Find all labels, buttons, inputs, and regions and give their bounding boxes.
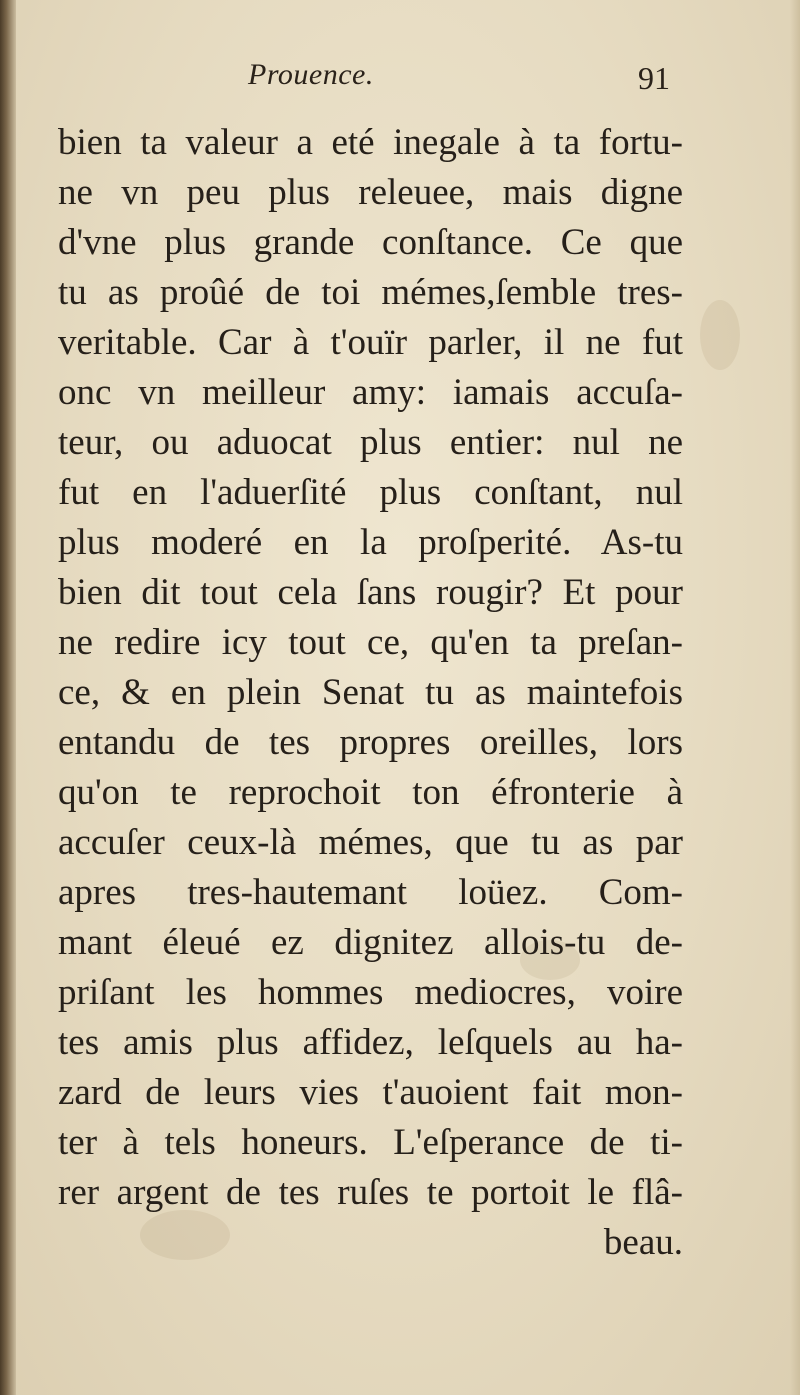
text-line: teur, ou aduocat plus entier: nul ne: [58, 422, 683, 463]
text-line: apres tres-hautemant loüez. Com-: [58, 872, 683, 913]
text-line: accuſer ceux-là mémes, que tu as par: [58, 822, 683, 863]
text-line: ter à tels honeurs. L'eſperance de ti-: [58, 1122, 683, 1163]
body-text: [58, 118, 683, 1268]
text-line: veritable. Car à t'ouïr parler, il ne fut: [58, 322, 683, 363]
text-line: zard de leurs vies t'auoient fait mon-: [58, 1072, 683, 1113]
text-line: bien ta valeur a eté inegale à ta fortu-: [58, 122, 683, 163]
text-line: priſant les hommes mediocres, voire: [58, 972, 683, 1013]
paper-stain: [700, 300, 740, 370]
page-number: 91: [638, 60, 670, 96]
text-line: tu as proûé de toi mémes,ſemble tres-: [58, 272, 683, 313]
page-right-edge: [790, 0, 800, 1395]
text-line-final: beau.: [603, 1222, 683, 1263]
text-line: rer argent de tes ruſes te portoit le flâ-: [58, 1172, 683, 1213]
running-title: Prouence.: [248, 58, 374, 91]
text-line: mant éleué ez dignitez allois-tu de-: [58, 922, 683, 963]
text-line: qu'on te reprochoit ton éfronterie à: [58, 772, 683, 813]
page-binding-edge: [0, 0, 16, 1395]
text-line: ce, & en plein Senat tu as maintefois: [58, 672, 683, 713]
text-line: tes amis plus affidez, leſquels au ha-: [58, 1022, 683, 1063]
text-line: onc vn meilleur amy: iamais accuſa-: [58, 372, 683, 413]
text-line: bien dit tout cela ſans rougir? Et pour: [58, 572, 683, 613]
text-line: fut en l'aduerſité plus conſtant, nul: [58, 472, 683, 513]
text-line: d'vne plus grande conſtance. Ce que: [58, 222, 683, 263]
text-line: ne redire icy tout ce, qu'en ta preſan-: [58, 622, 683, 663]
text-line: ne vn peu plus releuee, mais digne: [58, 172, 683, 213]
text-line: plus moderé en la proſperité. As-tu: [58, 522, 683, 563]
text-line: entandu de tes propres oreilles, lors: [58, 722, 683, 763]
